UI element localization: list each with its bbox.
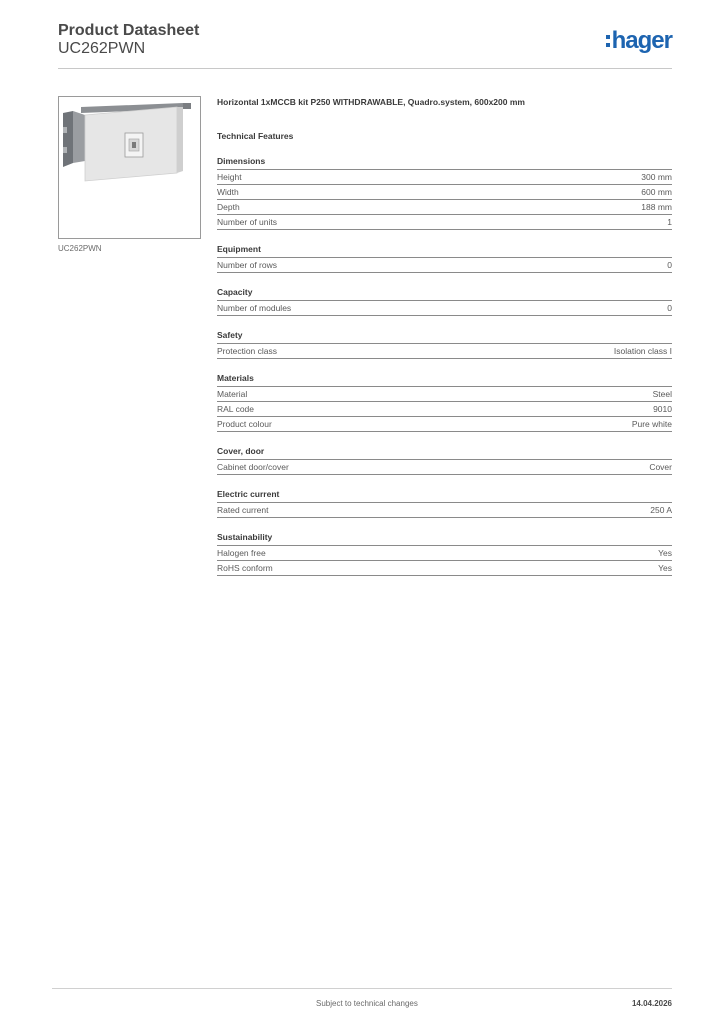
feature-value: 250 A bbox=[650, 505, 672, 515]
feature-row bbox=[217, 546, 672, 561]
section-title: Safety bbox=[217, 330, 672, 344]
feature-label: Protection class bbox=[217, 346, 277, 356]
section-title: Electric current bbox=[217, 489, 672, 503]
footer-date: 14.04.2026 bbox=[631, 999, 672, 1008]
feature-label: Number of rows bbox=[217, 260, 277, 270]
logo-text: hager bbox=[611, 27, 672, 54]
section-title: Capacity bbox=[217, 287, 672, 301]
feature-row bbox=[217, 387, 672, 402]
feature-label: Number of modules bbox=[217, 303, 292, 313]
feature-row bbox=[217, 301, 672, 316]
feature-value: Pure white bbox=[631, 419, 672, 429]
feature-value: 600 mm bbox=[641, 187, 672, 197]
feature-section bbox=[217, 287, 672, 316]
feature-label: Material bbox=[217, 389, 248, 399]
feature-sections bbox=[217, 156, 672, 576]
feature-label: Number of units bbox=[217, 217, 277, 227]
feature-row bbox=[217, 200, 672, 215]
feature-value: Cover bbox=[649, 462, 672, 472]
feature-value: 1 bbox=[667, 217, 672, 227]
section-title: Dimensions bbox=[217, 156, 672, 170]
feature-row bbox=[217, 170, 672, 185]
feature-section bbox=[217, 532, 672, 576]
section-title: Sustainability bbox=[217, 532, 672, 546]
feature-section bbox=[217, 373, 672, 432]
feature-section bbox=[217, 446, 672, 475]
feature-label: RAL code bbox=[217, 404, 255, 414]
feature-value: Steel bbox=[652, 389, 672, 399]
page-title: Product Datasheet bbox=[58, 22, 200, 39]
page-footer bbox=[52, 988, 672, 1019]
feature-row bbox=[217, 258, 672, 273]
logo-dots-icon bbox=[606, 32, 610, 50]
feature-label: Rated current bbox=[217, 505, 269, 515]
product-code: UC262PWN bbox=[58, 40, 146, 57]
feature-value: 9010 bbox=[653, 404, 672, 414]
image-caption: UC262PWN bbox=[58, 244, 102, 253]
feature-row bbox=[217, 185, 672, 200]
feature-label: Product colour bbox=[217, 419, 272, 429]
product-description: Horizontal 1xMCCB kit P250 WITHDRAWABLE, Quadro.system, 600x200 mm bbox=[217, 97, 525, 107]
feature-label: Depth bbox=[217, 202, 240, 212]
datasheet-content bbox=[217, 96, 672, 576]
feature-section bbox=[217, 330, 672, 359]
feature-row bbox=[217, 561, 672, 576]
section-title: Equipment bbox=[217, 244, 672, 258]
feature-value: Yes bbox=[658, 548, 672, 558]
feature-row bbox=[217, 344, 672, 359]
footer-note: Subject to technical changes bbox=[316, 999, 418, 1008]
feature-value: Isolation class I bbox=[613, 346, 672, 356]
section-title: Materials bbox=[217, 373, 672, 387]
section-title: Cover, door bbox=[217, 446, 672, 460]
feature-section bbox=[217, 489, 672, 518]
hager-logo bbox=[606, 28, 672, 54]
feature-row bbox=[217, 402, 672, 417]
feature-value: 0 bbox=[667, 303, 672, 313]
feature-row bbox=[217, 460, 672, 475]
feature-label: Cabinet door/cover bbox=[217, 462, 289, 472]
feature-section bbox=[217, 156, 672, 230]
feature-value: 300 mm bbox=[641, 172, 672, 182]
page-header bbox=[58, 20, 672, 69]
feature-section bbox=[217, 244, 672, 273]
feature-label: Halogen free bbox=[217, 548, 266, 558]
product-image bbox=[58, 96, 201, 239]
feature-label: Width bbox=[217, 187, 239, 197]
feature-row bbox=[217, 503, 672, 518]
feature-value: 0 bbox=[667, 260, 672, 270]
feature-value: Yes bbox=[658, 563, 672, 573]
feature-value: 188 mm bbox=[641, 202, 672, 212]
technical-features-heading: Technical Features bbox=[217, 131, 294, 141]
product-image-drawing bbox=[59, 97, 200, 238]
feature-label: Height bbox=[217, 172, 242, 182]
feature-row bbox=[217, 215, 672, 230]
feature-row bbox=[217, 417, 672, 432]
feature-label: RoHS conform bbox=[217, 563, 273, 573]
